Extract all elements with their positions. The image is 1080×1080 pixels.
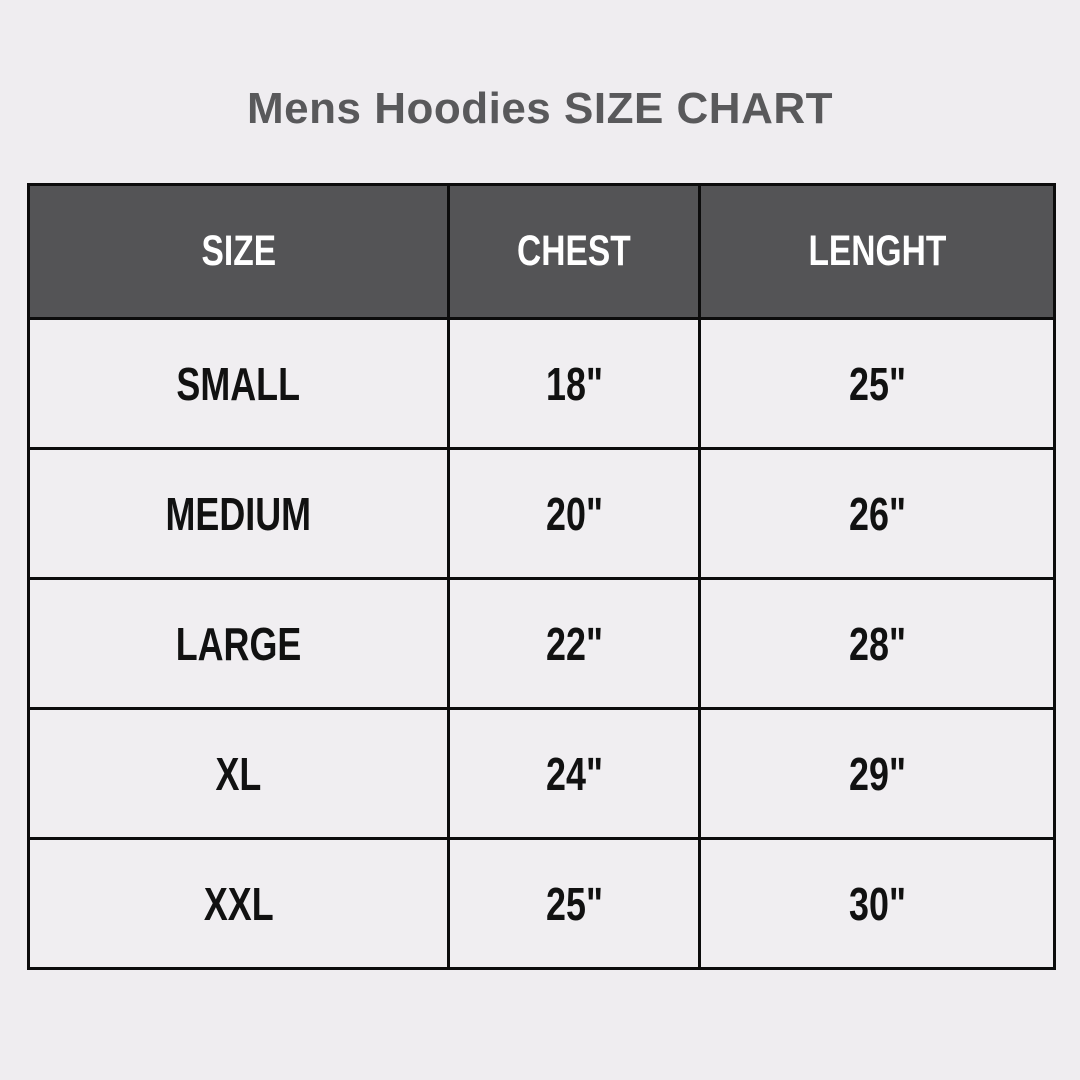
cell-length (700, 449, 1055, 579)
column-header-chest-label: CHEST (517, 227, 631, 275)
cell-chest (449, 709, 700, 839)
cell-size (29, 839, 449, 969)
length-value: 30" (848, 877, 906, 930)
table-header-row (29, 185, 1055, 319)
table-row (29, 449, 1055, 579)
cell-length (700, 839, 1055, 969)
cell-chest (449, 319, 700, 449)
chest-value: 24" (545, 747, 603, 800)
page-title: Mens Hoodies SIZE CHART (247, 84, 833, 133)
cell-length (700, 319, 1055, 449)
table-row (29, 709, 1055, 839)
chest-value: 18" (545, 357, 603, 410)
cell-size (29, 449, 449, 579)
cell-size (29, 579, 449, 709)
length-value: 26" (848, 487, 906, 540)
column-header-size-label: SIZE (201, 227, 276, 275)
size-value: MEDIUM (165, 487, 312, 540)
length-value: 29" (848, 747, 906, 800)
size-value: SMALL (176, 357, 301, 410)
column-header-length (700, 185, 1055, 319)
chest-value: 22" (545, 617, 603, 670)
column-header-chest (449, 185, 700, 319)
table-row (29, 579, 1055, 709)
size-value: XL (215, 747, 262, 800)
table-row (29, 839, 1055, 969)
cell-length (700, 579, 1055, 709)
size-value: XXL (203, 877, 274, 930)
cell-size (29, 709, 449, 839)
size-chart-table (27, 183, 1056, 970)
cell-length (700, 709, 1055, 839)
table-row (29, 319, 1055, 449)
chest-value: 25" (545, 877, 603, 930)
cell-chest (449, 449, 700, 579)
length-value: 28" (848, 617, 906, 670)
cell-size (29, 319, 449, 449)
size-value: LARGE (175, 617, 302, 670)
length-value: 25" (848, 357, 906, 410)
column-header-length-label: LENGHT (808, 227, 946, 275)
cell-chest (449, 579, 700, 709)
cell-chest (449, 839, 700, 969)
column-header-size (29, 185, 449, 319)
chest-value: 20" (545, 487, 603, 540)
